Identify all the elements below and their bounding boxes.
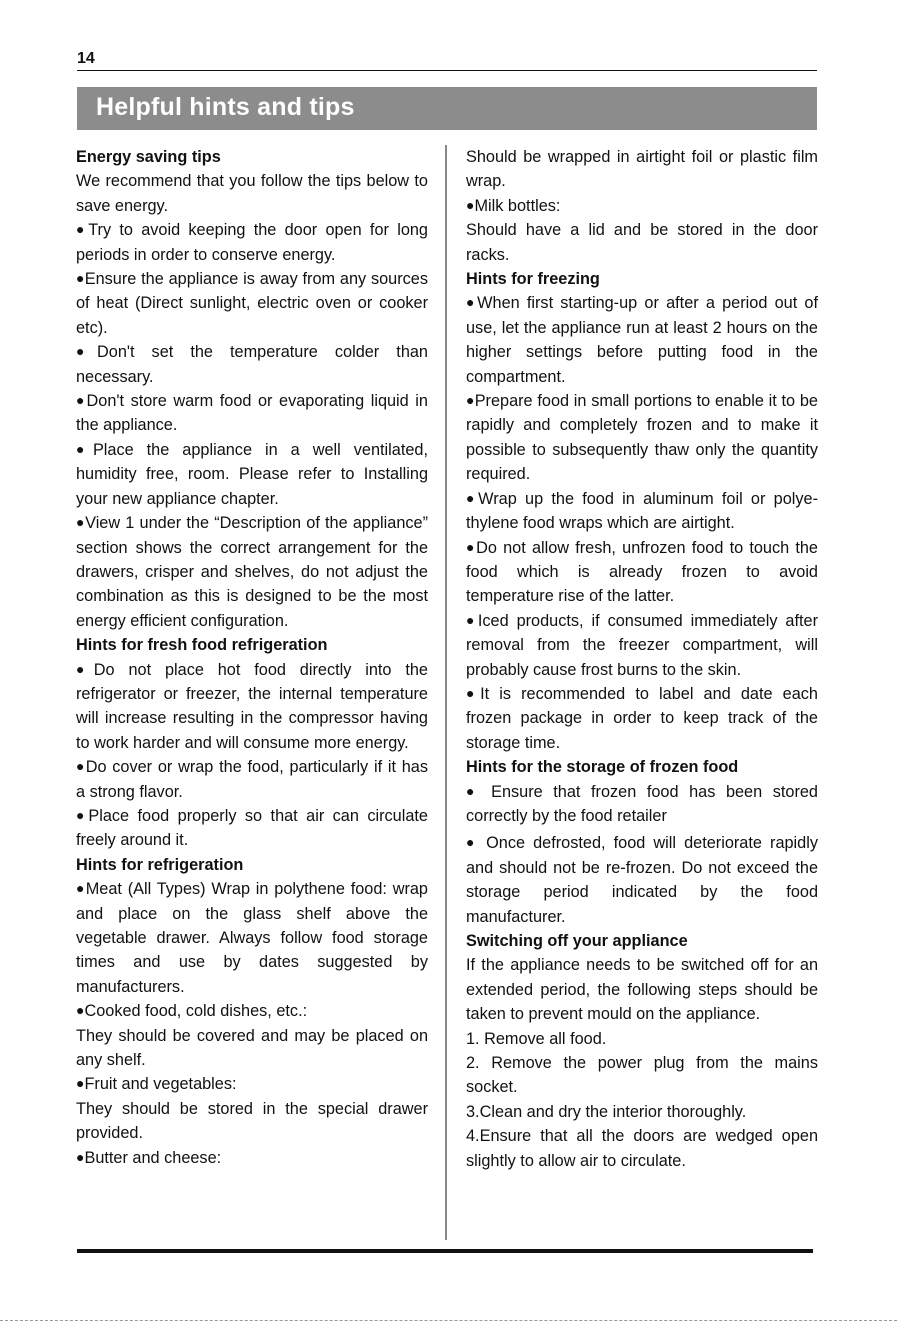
list-item: ●Do not allow fresh, unfrozen food to touch the food which is already frozen to avoid temperature rise of the latter. [466,538,818,606]
step-item: 2. Remove the power plug from the mains socket. [466,1054,818,1097]
bullet-icon: ● [76,1002,85,1019]
item-text: Should have a lid and be stored in the door racks. [466,221,818,264]
bullet-icon: ● [76,1148,85,1165]
list-item: ●Fruit and vegetables: [76,1075,237,1094]
top-rule [77,70,817,71]
list-item: ●Do not place hot food directly into the refrigerator or freezer, the internal temperature will increase resulting in the compressor having to work harder and will consume more energy. [76,660,428,752]
bullet-icon: ● [76,1075,85,1092]
list-item: ●Meat (All Types) Wrap in polythene food: wrap and place on the glass shelf above the vegetable drawer. Always follow food storage times and use by dates suggested by manufacturers. [76,880,428,996]
list-item: ●Don't set the temperature colder than necessary. [76,343,428,386]
item-text: They should be covered and may be placed on any shelf. [76,1026,428,1070]
heading-switching-off: Switching off your appliance [466,932,688,950]
list-item: ●Don't store warm food or evaporating liquid in the appliance. [76,392,428,435]
bullet-icon: ● [76,758,86,775]
bullet-icon: ● [466,196,475,213]
list-item: ●Iced products, if consumed immediately after removal from the freezer compartment, will probably cause frost burns to the skin. [466,611,818,679]
bullet-icon: ● [76,514,86,531]
bullet-icon: ● [466,538,477,555]
item-text: Should be wrapped in airtight foil or plastic film wrap. [466,148,818,191]
bullet-icon: ● [466,782,481,799]
list-item: ●Ensure the appliance is away from any sources of heat (Direct sunlight, electric oven or cooker etc). [76,270,428,337]
step-item: 1. Remove all food. [466,1029,607,1048]
list-item: ●Milk bottles: [466,196,561,215]
list-item: ●Cooked food, cold dishes, etc.: [76,1002,308,1021]
list-item: ● Ensure that frozen food has been stored correctly by the food retailer [466,782,818,825]
list-item: ●Wrap up the food in aluminum foil or polye-thylene food wraps which are airtight. [466,489,818,533]
bullet-icon: ● [466,684,481,701]
item-text: They should be stored in the special drawer provided. [76,1099,428,1143]
list-item: ●When first starting-up or after a period out of use, let the appliance run at least 2 hours on the higher settings before putting food in the compartment. [466,294,818,386]
list-item: ●View 1 under the “Description of the appliance” section shows the correct arrangement for the drawers, crisper and shelves, do not adjust the combination as this is designed to be the most energy efficient configuration. [76,514,428,630]
bullet-icon: ● [466,834,479,851]
list-item: ● Once defrosted, food will deteriorate rapidly and should not be re-frozen. Do not exceed the storage period indicated by the food manufacturer. [466,834,818,926]
bullet-icon: ● [466,489,479,506]
step-item: 3.Clean and dry the interior thoroughly. [466,1102,747,1121]
list-item: ●Try to avoid keeping the door open for long periods in order to conserve energy. [76,221,428,264]
list-item: ●Do cover or wrap the food, particularly if it has a strong flavor. [76,758,428,801]
bullet-icon: ● [76,343,97,360]
heading-freezing: Hints for freezing [466,270,600,289]
bullet-icon: ● [466,294,478,311]
bullet-icon: ● [76,660,94,677]
switch-intro: If the appliance needs to be switched off for an extended period, the following steps should be taken to prevent mould on the appliance. [466,956,818,1024]
bullet-icon: ● [76,806,89,823]
heading-energy-saving: Energy saving tips [76,148,221,166]
step-item: 4.Ensure that all the doors are wedged open slightly to allow air to circulate. [466,1127,818,1170]
section-title: Helpful hints and tips [96,93,355,121]
heading-fresh-food: Hints for fresh food refrigeration [76,636,328,655]
page-edge [0,1320,897,1321]
left-column [76,145,428,1170]
list-item: ●Place food properly so that air can circulate freely around it. [76,806,428,850]
bullet-icon: ● [76,440,93,457]
list-item: ●Prepare food in small portions to enable it to be rapidly and completely frozen and to make it possible to subsequently thaw only the quantity required. [466,392,818,484]
heading-frozen-storage: Hints for the storage of frozen food [466,758,739,777]
page-number: 14 [77,50,95,67]
list-item: ●Place the appliance in a well ventilated, humidity free, room. Please refer to Installing your new appliance chapter. [76,440,428,508]
column-divider [445,145,447,1240]
heading-refrigeration: Hints for refrigeration [76,855,244,874]
right-column [466,145,818,1173]
bullet-icon: ● [466,611,478,628]
list-item: ●It is recommended to label and date each frozen package in order to keep track of the storage time. [466,684,818,752]
bullet-icon: ● [76,270,85,287]
bullet-icon: ● [466,392,475,409]
list-item: ●Butter and cheese: [76,1148,222,1167]
section-banner [77,87,817,130]
bullet-icon: ● [76,880,86,897]
bullet-icon: ● [76,221,89,238]
energy-intro: We recommend that you follow the tips below to save energy. [76,172,428,215]
bullet-icon: ● [76,392,87,409]
bottom-rule [77,1249,813,1253]
